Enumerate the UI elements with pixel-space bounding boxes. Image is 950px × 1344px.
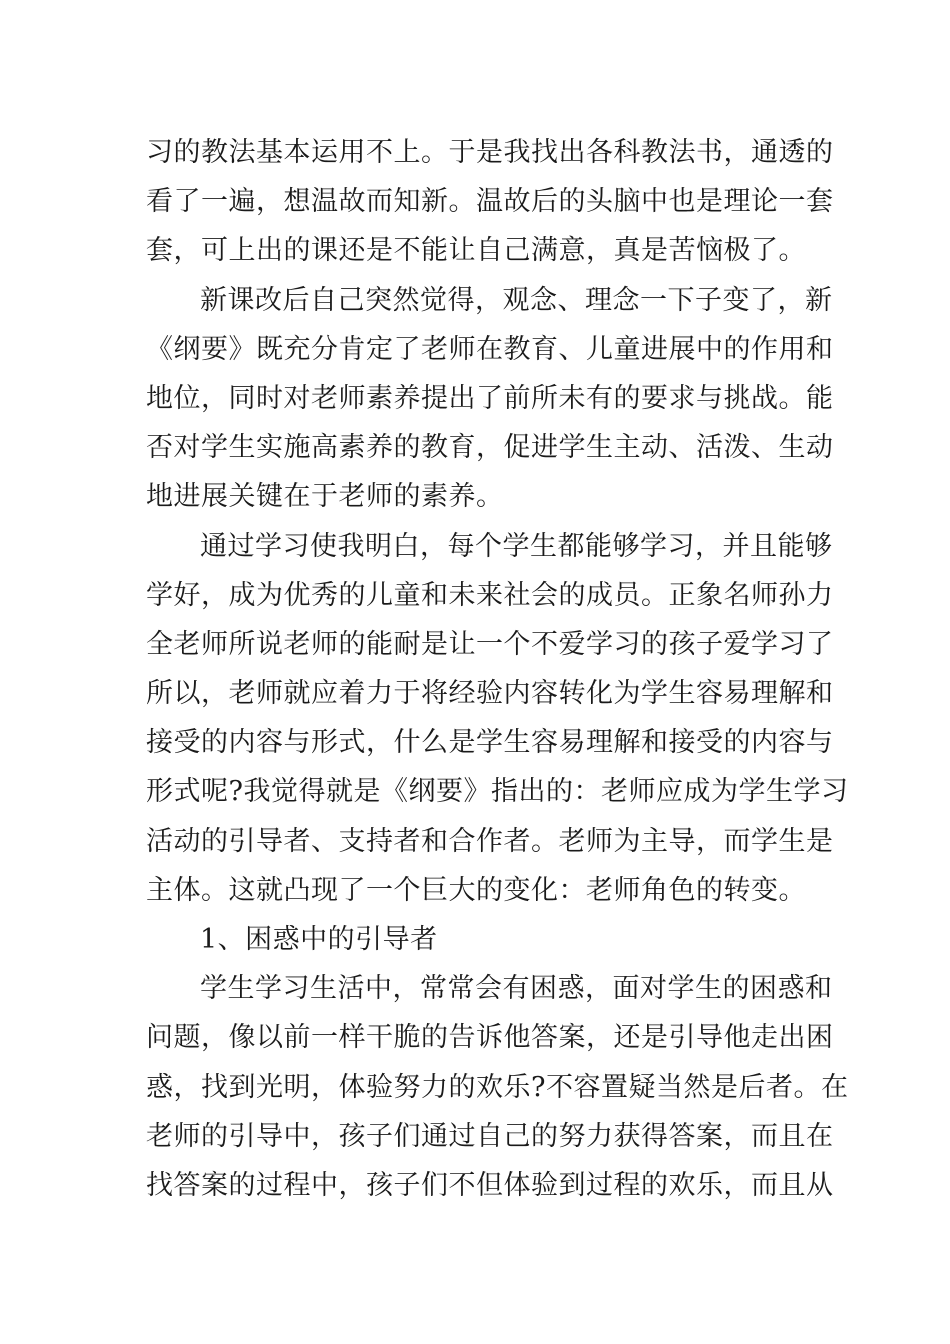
- text-line: 地进展关键在于老师的素养。: [146, 481, 504, 513]
- paragraph-start-line: 通过学习使我明白，每个学生都能够学习，并且能够: [200, 530, 833, 562]
- text-line: 习的教法基本运用不上。于是我找出各科教法书，通透的: [146, 137, 834, 168]
- text-line: 找答案的过程中，孩子们不但体验到过程的欢乐，而且从: [146, 1169, 834, 1201]
- text-line: 老师的引导中，孩子们通过自己的努力获得答案，而且在: [146, 1120, 834, 1152]
- text-line: 接受的内容与形式，什么是学生容易理解和接受的内容与: [146, 727, 834, 759]
- section-heading: 1、困惑中的引导者: [200, 924, 438, 955]
- body-text: [146, 128, 849, 1210]
- text-line: 主体。这就凸现了一个巨大的变化：老师角色的转变。: [146, 874, 806, 906]
- text-line: 地位，同时对老师素养提出了前所未有的要求与挑战。能: [146, 382, 834, 414]
- text-line: 学好，成为优秀的儿童和未来社会的成员。正象名师孙力: [146, 579, 834, 611]
- text-line: 惑，找到光明，体验努力的欢乐?不容置疑当然是后者。在: [146, 1071, 849, 1103]
- text-line: 看了一遍，想温故而知新。温故后的头脑中也是理论一套: [146, 186, 834, 218]
- text-line: 《纲要》既充分肯定了老师在教育、儿童进展中的作用和: [146, 333, 834, 365]
- text-line: 形式呢?我觉得就是《纲要》指出的：老师应成为学生学习: [146, 776, 849, 808]
- text-line: 活动的引导者、支持者和合作者。老师为主导，而学生是: [146, 825, 834, 857]
- text-line: 问题，像以前一样干脆的告诉他答案，还是引导他走出困: [146, 1022, 834, 1054]
- paragraph-start-line: 学生学习生活中，常常会有困惑，面对学生的困惑和: [200, 973, 833, 1005]
- paragraph-start-line: 新课改后自己突然觉得，观念、理念一下子变了，新: [200, 284, 833, 316]
- text-line: 套，可上出的课还是不能让自己满意，真是苦恼极了。: [146, 235, 806, 267]
- text-line: 全老师所说老师的能耐是让一个不爱学习的孩子爱学习了: [146, 628, 834, 660]
- text-line: 所以，老师就应着力于将经验内容转化为学生容易理解和: [146, 678, 834, 710]
- text-line: 否对学生实施高素养的教育，促进学生主动、活泼、生动: [146, 432, 834, 464]
